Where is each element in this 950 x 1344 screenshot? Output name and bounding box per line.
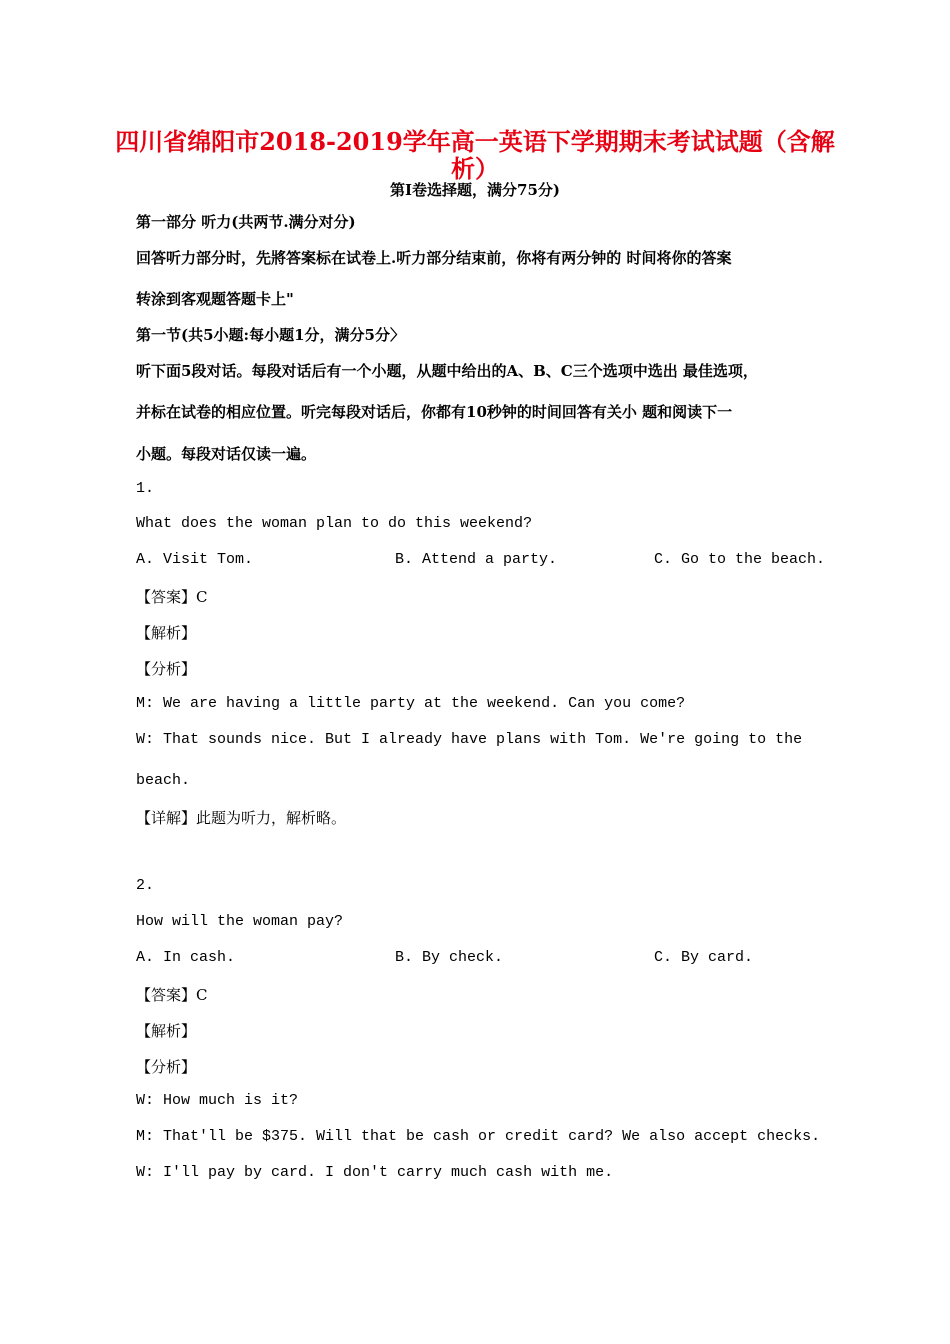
section-heading: 第一节(共5小题:每小题1分，满分5分〉 [136,326,405,344]
question-text: What does the woman plan to do this weekend? [136,515,533,532]
instruction-line: 小题。每段对话仅读一遍。 [136,445,317,463]
option-b: B. Attend a party. [395,551,558,568]
dialogue-line: M: That'll be $375. Will that be cash or credit card? We also accept checks. [136,1128,821,1145]
detail-label: 【详解】此题为听力，解析略。 [136,809,347,827]
option-c: C. By card. [654,949,754,966]
part-heading: 第一部分 听力(共两节.满分对分) [136,213,356,231]
breakdown-label: 【分析】 [136,660,197,678]
document-title-line2: 析） [451,154,499,183]
section-subtitle: 第Ⅰ卷选择题，满分75分) [390,181,560,199]
dialogue-line: W: How much is it? [136,1092,299,1109]
answer-label: 【答案】C [136,986,208,1004]
instruction-line: 回答听力部分时，先將答案标在试卷上.听力部分结束前，你将有两分钟的 时间将你的答案 [136,249,732,267]
dialogue-line: W: I'll pay by card. I don't carry much cash with me. [136,1164,614,1181]
analysis-label: 【解析】 [136,1022,197,1040]
question-text: How will the woman pay? [136,913,344,930]
analysis-label: 【解析】 [136,624,197,642]
document-title-line1: 四川省绵阳市2018-2019学年高一英语下学期期末考试试题（含解 [115,127,835,156]
breakdown-label: 【分析】 [136,1058,197,1076]
answer-label: 【答案】C [136,588,208,606]
dialogue-line: M: We are having a little party at the weekend. Can you come? [136,695,686,712]
question-number: 2. [136,877,155,894]
option-c: C. Go to the beach. [654,551,826,568]
option-b: B. By check. [395,949,504,966]
instruction-line: 转涂到客观题答题卡上" [136,290,294,308]
dialogue-line: W: That sounds nice. But I already have plans with Tom. We're going to the [136,731,803,748]
dialogue-line: beach. [136,772,191,789]
instruction-line: 听下面5段对话。每段对话后有一个小题，从题中给出的A、B、C三个选项中选出 最佳选项， [136,362,758,380]
instruction-line: 并标在试卷的相应位置。听完每段对话后，你都有10秒钟的时间回答有关小 题和阅读下一 [136,403,733,421]
option-a: A. In cash. [136,949,236,966]
question-number: 1. [136,480,155,497]
option-a: A. Visit Tom. [136,551,254,568]
